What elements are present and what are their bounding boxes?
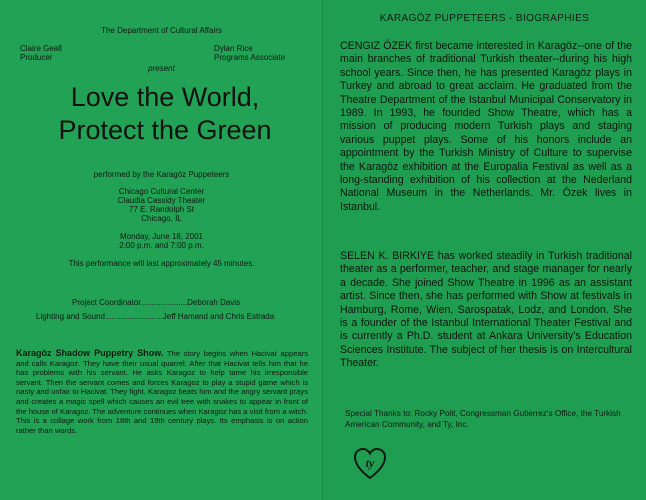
venue-line-4: Chicago, IL	[141, 214, 182, 223]
title-line-1: Love the World,	[70, 82, 260, 112]
present-text: present	[148, 64, 175, 73]
performed-by: performed by the Karagöz Puppeteers	[93, 170, 230, 179]
special-thanks: Special Thanks to: Rocky Polit, Congressman Gutierrez's Office, the Turkish American Community, and Ty, Inc.	[345, 409, 621, 429]
bio-selen-birkiye: SELEN K. BIRKIYE has worked steadily in Turkish traditional theater as a performer, teacher, and stage manager for nearly a decade. She joined Show Theatre in 1996 as an assistant artist. Since then, she has performed with Show at festivals in Hamburg, Rome, Wien, Sarospatak, Lodz, and London. She is a founder of the Istanbul International Theater Festival and is currently a Ph.D. student at Ankara University's Education Sciences Institute. The subject of her thesis is on Intercultural Theater.	[340, 250, 632, 370]
bio-cengiz-ozek: CENGIZ ÖZEK first became interested in Karagöz--one of the main branches of traditional Turkish theater--during his high school years. Since then, he has presented Karagöz plays in Turkey and abroad to great acclaim. He graduated from the Theatre Department of the Istanbul Municipal Conservatory in 1989. In 1993, he founded Show Theatre, which has a mission of producing modern Turkish plays and staging various puppet plays. Some of his honors include an appointment by the Turkish Ministry of Culture to supervise the Karagöz exhibition at the Europalia Festival as well as a long-standing exhibition of his collection at the Nederland National Museum in the Netherlands. Mr. Özek lives in Istanbul.	[340, 40, 632, 213]
show-title	[30, 81, 300, 147]
associate-name: Dylan Rice	[214, 44, 253, 53]
department: The Department of Cultural Affairs	[101, 26, 222, 35]
venue-line-3: 77 E. Randolph St	[129, 205, 194, 214]
credit-coordinator: Project Coordinator.....................Deborah Davis	[72, 298, 241, 307]
venue-line-1: Chicago Cultural Center	[118, 187, 205, 196]
date-line-1: Monday, June 18, 2001	[119, 232, 204, 241]
producer-name: Claire Geall	[20, 44, 62, 53]
producer-role: Producer	[20, 53, 53, 62]
show-description	[16, 349, 308, 435]
date-line-2: 2:00 p.m. and 7:00 p.m.	[119, 241, 204, 250]
associate-role: Programs Associate	[214, 53, 286, 62]
venue-line-2: Claudia Cassidy Theater	[117, 196, 206, 205]
show-description-text: The story begins when Hacivat appears and calls Karagoz. They have their usual quarrel. After that Hacivat tells him that he has problems with his servant. He asks Karagoz to help tame his irresponsible servant. Then the servant comes and forces Karagoz to play a stupid game which is nasty and unfair to Hacivat. They fight. Karagoz beats him and the angry servant prays and creates a magic spell which causes an evil tree with snakes to appear in front of the house of Karagoz. The adventure continues when Karagoz has a visit from a witch. This is a collage work from 18th and 19th century plays. Its emphasis is on action rather than words.	[16, 349, 308, 435]
show-description-title: Karagöz Shadow Puppetry Show.	[16, 348, 164, 358]
logo-text: ty	[365, 456, 375, 470]
ty-heart-logo	[353, 447, 387, 481]
duration: This performance will last approximately 45 minutes.	[68, 259, 255, 268]
title-line-2: Protect the Green	[58, 115, 272, 145]
credit-lighting: Lighting and Sound..........................Jeff Hamand and Chris Estrada	[36, 312, 275, 321]
biographies-heading: KARAGÖZ PUPPETEERS - BIOGRAPHIES	[379, 13, 590, 24]
